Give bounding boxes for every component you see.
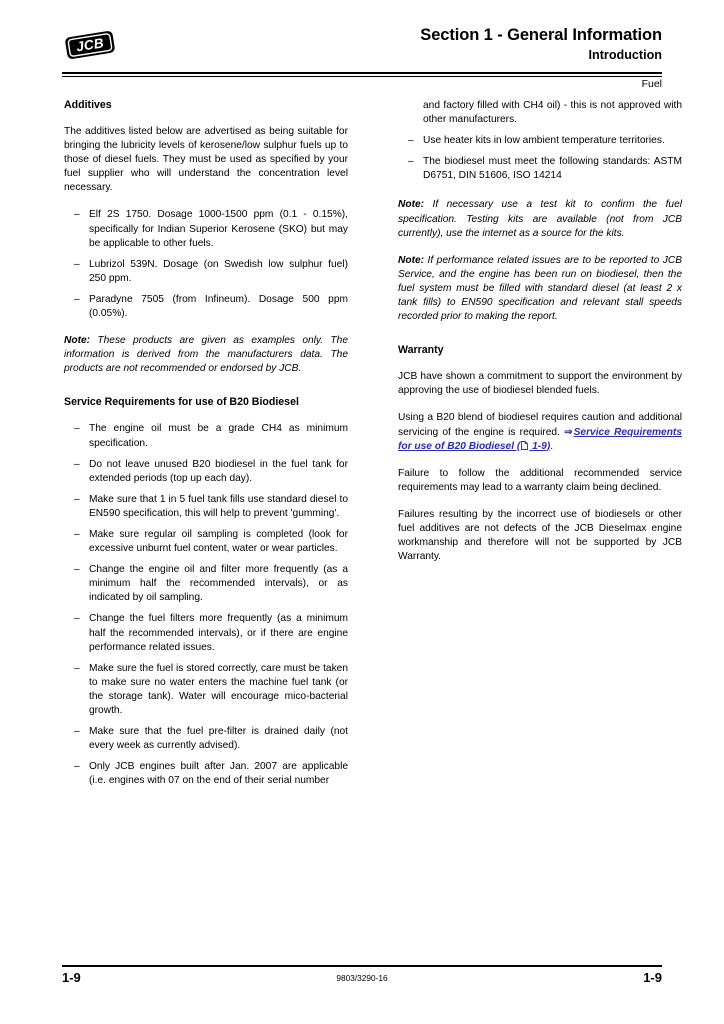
note-additives — [64, 334, 348, 376]
heading-warranty: Warranty — [398, 344, 444, 357]
topic-label: Fuel — [641, 78, 662, 90]
header-rule — [62, 72, 662, 74]
cross-reference-page: 1-9) — [529, 440, 551, 452]
list-item: – Paradyne 7505 (from Infineum). Dosage 500 ppm (0.05%). — [64, 293, 348, 321]
left-column — [64, 99, 348, 801]
paragraph-warranty-4: Failures resulting by the incorrect use of biodiesels or other fuel additives are not defects of the JCB Dieselmax engine workmanship and therefore will not be supported by JCB Warranty. — [398, 508, 682, 563]
footer-rule — [62, 965, 662, 967]
list-item: – Use heater kits in low ambient temperature territories. — [398, 134, 682, 148]
list-item: – Change the engine oil and filter more frequently (as a minimum half the recommended intervals), or as indicated by oil sampling. — [64, 563, 348, 605]
list-item: – The biodiesel must meet the following standards: ASTM D6751, DIN 51606, ISO 14214 — [398, 155, 682, 183]
list-item: – Do not leave unused B20 biodiesel in the fuel tank for extended periods (top up each day). — [64, 458, 348, 486]
header-titles — [420, 26, 662, 63]
page-footer — [62, 970, 662, 990]
list-b20-requirements — [64, 422, 348, 788]
note-label: Note: — [64, 335, 91, 347]
heading-b20-service-requirements: Service Requirements for use of B20 Biodiesel — [64, 396, 299, 409]
list-item: – Make sure the fuel is stored correctly, care must be taken to make sure no water enters the machine fuel tank (or the storage tank). Water will encourage mico-bacterial growth. — [64, 662, 348, 718]
footer-page-number-right: 1-9 — [643, 970, 662, 985]
list-item: – The engine oil must be a grade CH4 as minimum specification. — [64, 422, 348, 450]
note-label: Note: — [398, 254, 425, 266]
list-additives — [64, 208, 348, 321]
paragraph-warranty-3: Failure to follow the additional recommended service requirements may lead to a warranty claim being declined. — [398, 467, 682, 493]
list-item: – Elf 2S 1750. Dosage 1000-1500 ppm (0.1 - 0.15%), specifically for Indian Superior Kerosene (SKO) but may be applicable to other fuels. — [64, 208, 348, 250]
list-item: – Change the fuel filters more frequently (as a minimum half the recommended intervals), or if there are engine performance related issues. — [64, 612, 348, 654]
footer-page-number-left: 1-9 — [62, 970, 81, 985]
paragraph-warranty-1: JCB have shown a commitment to support the environment by approving the use of biodiesel blended fuels. — [398, 371, 682, 397]
list-b20-requirements-continued — [398, 134, 682, 183]
list-item: – Make sure that the fuel pre-filter is drained daily (not every week as currently advised). — [64, 725, 348, 753]
note-text: These products are given as examples only. The information is derived from the manufacturers data. The products are not recommended or endorsed by JCB. — [64, 335, 348, 375]
paragraph-warranty-2 — [398, 411, 682, 453]
list-item: – Only JCB engines built after Jan. 2007 are applicable (i.e. engines with 07 on the end of their serial number — [64, 760, 348, 788]
cross-reference-arrow-icon: ⇒ — [564, 426, 573, 438]
paragraph-continuation: and factory filled with CH4 oil) - this is not approved with other manufacturers. — [423, 100, 682, 126]
heading-additives: Additives — [64, 99, 112, 111]
jcb-logo-icon — [62, 28, 118, 62]
note-text: If performance related issues are to be reported to JCB Service, and the engine has been run on biodiesel, then the fuel system must be filled with standard diesel (at least 2 x tank fills) to EN590 specification and relevant stall speeds recorded prior to making the report. — [398, 254, 682, 323]
warranty-text-before: Using a B20 blend of biodiesel requires caution and additional servicing of the engine is required. — [398, 412, 682, 438]
warranty-text-after: . — [550, 440, 554, 452]
right-column — [398, 99, 682, 564]
cross-reference-label: Service Requirements for use of B20 Biodiesel ( — [398, 426, 682, 452]
page-document-icon — [521, 441, 528, 450]
list-item: – Lubrizol 539N. Dosage (on Swedish low sulphur fuel) 250 ppm. — [64, 258, 348, 286]
section-title: Section 1 - General Information — [420, 26, 662, 44]
list-item: – Make sure regular oil sampling is completed (look for excessive unburnt fuel content, water or wear particles. — [64, 528, 348, 556]
header-rule-thin — [62, 76, 662, 77]
list-item: – Make sure that 1 in 5 fuel tank fills use standard diesel to EN590 specification, this will help to prevent 'gumming'. — [64, 493, 348, 521]
note-test-kit — [398, 198, 682, 240]
page-header — [62, 26, 662, 76]
paragraph-additives-intro: The additives listed below are advertised as being suitable for bringing the lubricity levels of kerosene/low sulphur fuels up to those of diesel fuels. They must be used as specified by your fuel supplier who will understand the concentration level necessary. — [64, 126, 348, 194]
note-performance-issues — [398, 254, 682, 324]
svg-text:JCB: JCB — [75, 35, 105, 55]
note-label: Note: — [398, 199, 425, 211]
footer-document-number: 9803/3290-16 — [336, 973, 388, 983]
note-text: If necessary use a test kit to confirm the fuel specification. Testing kits are available (not from JCB currently), use the internet as a source for the kits. — [398, 199, 682, 239]
section-subtitle: Introduction — [588, 48, 662, 62]
